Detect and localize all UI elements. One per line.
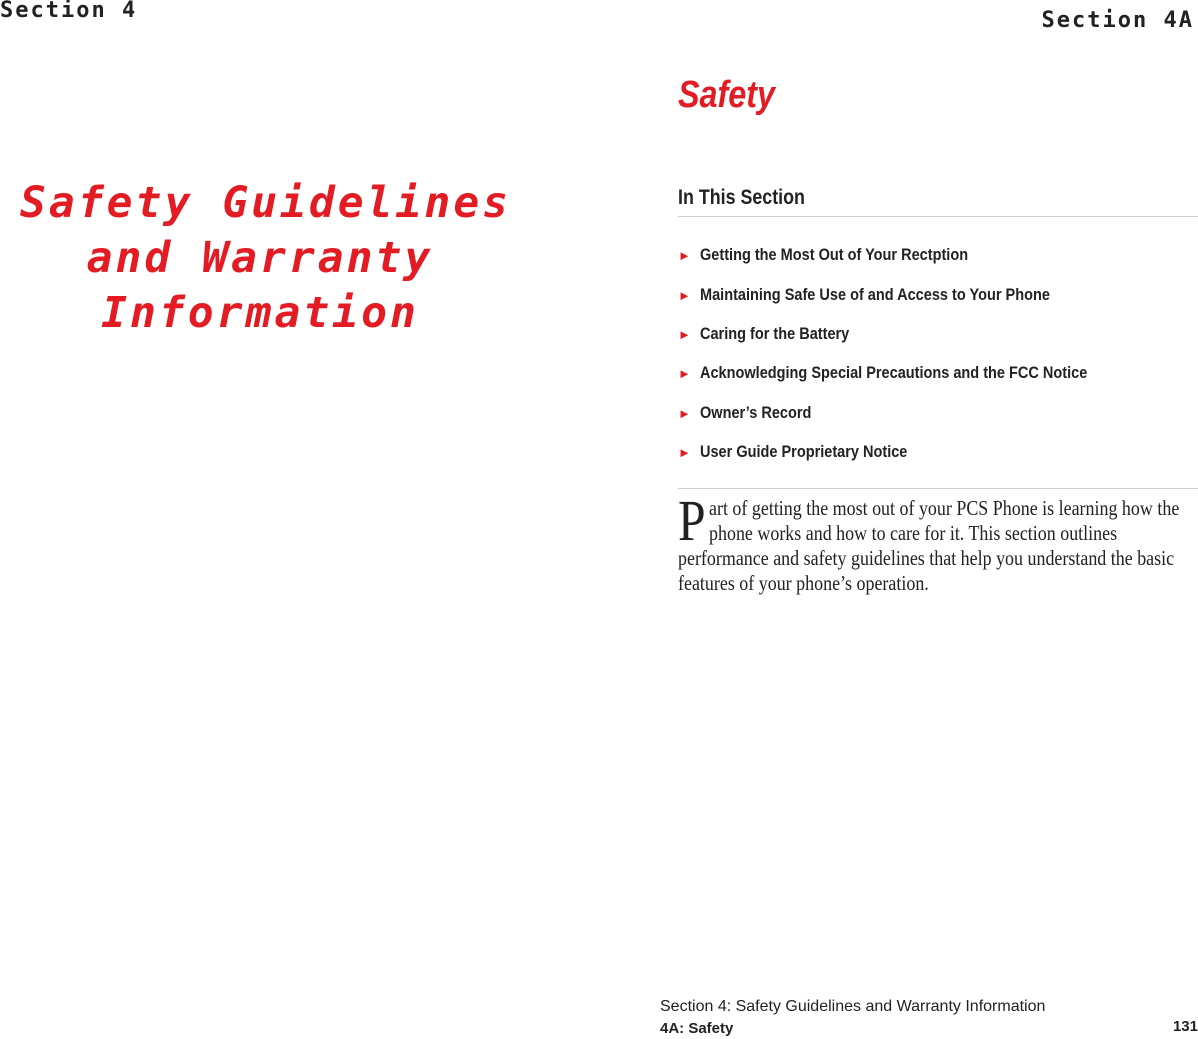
toc-item[interactable]: [678, 354, 1198, 393]
toc-item-label: Maintaining Safe Use of and Access to Your Phone: [700, 285, 1050, 304]
toc-item-label: Getting the Most Out of Your Rectption: [700, 246, 969, 265]
toc-item[interactable]: [678, 275, 1198, 314]
in-this-section-block: [678, 186, 1198, 217]
toc-item-label: Caring for the Battery: [700, 324, 850, 343]
arrow-right-icon: ►: [678, 248, 691, 264]
page-title: Safety: [678, 74, 775, 116]
footer-section-title: Section 4: Safety Guidelines and Warranty Information: [660, 998, 1046, 1015]
section-title-line-2: and Warranty: [86, 233, 434, 283]
toc-item-label: User Guide Proprietary Notice: [700, 443, 908, 462]
toc-item[interactable]: [678, 315, 1198, 354]
arrow-right-icon: ►: [678, 445, 691, 461]
arrow-right-icon: ►: [678, 287, 691, 303]
intro-paragraph: [678, 488, 1198, 596]
arrow-right-icon: ►: [678, 366, 691, 382]
divider: [678, 488, 1198, 489]
toc-item[interactable]: [678, 394, 1198, 433]
arrow-right-icon: ►: [678, 326, 691, 342]
intro-text: art of getting the most out of your PCS Phone is learning how the phone works and how to care for it. This section outlines performance and safety guidelines that help you understand the basic features of your phone’s operation.: [678, 496, 1180, 595]
footer-subsection-title: 4A: Safety: [660, 1020, 734, 1037]
toc-list: [678, 236, 1198, 472]
right-section-header: Section 4A: [1041, 8, 1194, 33]
section-title-line-1: Safety Guidelines: [20, 178, 512, 228]
left-section-header: Section 4: [0, 0, 138, 23]
drop-cap: P: [678, 488, 706, 553]
section-title-line-3: Information: [101, 288, 419, 338]
arrow-right-icon: ►: [678, 405, 691, 421]
in-this-section-heading: In This Section: [678, 186, 805, 209]
page-number: 131: [1172, 1018, 1198, 1035]
toc-item-label: Acknowledging Special Precautions and the FCC Notice: [700, 364, 1088, 383]
toc-item[interactable]: [678, 236, 1198, 275]
toc-item-label: Owner’s Record: [700, 403, 812, 422]
section-main-title: [20, 176, 512, 341]
toc-item[interactable]: [678, 433, 1198, 472]
